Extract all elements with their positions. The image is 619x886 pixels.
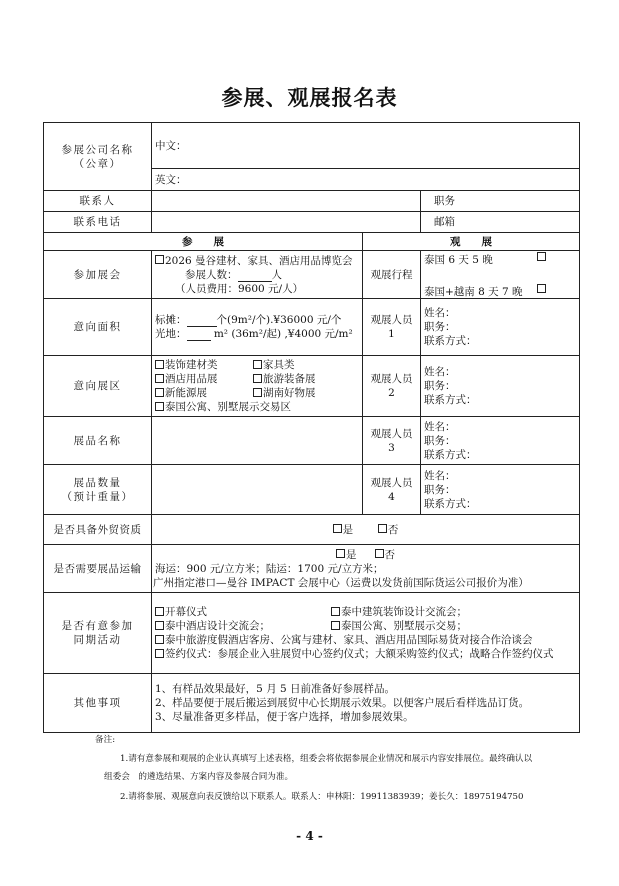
zone-4: 旅游装备展 xyxy=(263,373,316,385)
itinerary-cell xyxy=(421,251,580,299)
visitor1-position: 职务： xyxy=(424,321,456,333)
fee-note: （人员费用：9600 元/人） xyxy=(175,282,304,295)
product-name-row xyxy=(44,417,580,465)
visitor4-cell[interactable] xyxy=(421,465,580,515)
fair-option: 2026 曼谷建材、家具、酒店用品博览会 xyxy=(165,254,353,267)
other-item-1: 1、有样品效果最好，5 月 5 日前准备好参展样品。 xyxy=(155,683,396,695)
exhibit-header: 参 展 xyxy=(44,233,363,251)
contact-title-label: 职务 xyxy=(434,195,455,207)
company-label: 参展公司名称 xyxy=(61,143,134,156)
zone-2: 家具类 xyxy=(263,359,295,371)
visitor3-cell[interactable] xyxy=(421,417,580,465)
zone-checkbox-5[interactable] xyxy=(155,388,164,397)
itinerary-opt2: 泰国+越南 8 天 7 晚 xyxy=(424,285,523,298)
shipping-rates: 海运：900 元/立方米；陆运：1700 元/立方米； xyxy=(155,562,384,575)
visitor1-contact: 联系方式： xyxy=(424,335,477,347)
zones-label: 意向展区 xyxy=(44,356,152,417)
activity-checkbox-4[interactable] xyxy=(331,621,340,630)
contact-row xyxy=(44,191,580,212)
shipping-cell xyxy=(152,545,580,593)
company-label-cell xyxy=(44,123,152,191)
itinerary-label: 观展行程 xyxy=(363,251,421,299)
raw-space-input[interactable] xyxy=(187,340,211,341)
zone-7: 泰国公寓、别墅展示交易区 xyxy=(165,401,291,413)
zones-row xyxy=(44,356,580,417)
visitor3-position: 职务： xyxy=(424,434,456,447)
trade-row xyxy=(44,515,580,545)
other-item-3: 3、尽量准备更多样品，便于客户选择，增加参展效果。 xyxy=(155,711,414,723)
other-item-2: 2、样品要便于展后搬运到展贸中心长期展示效果。以便客户展后看样选品订货。 xyxy=(155,697,530,709)
page-title: 参展、观展报名表 xyxy=(221,85,398,110)
product-qty-row xyxy=(44,465,580,515)
zone-3: 酒店用品展 xyxy=(165,373,218,385)
itinerary-opt1-checkbox[interactable] xyxy=(537,252,546,261)
product-weight-label: （预计重量） xyxy=(61,490,134,503)
fair-row xyxy=(44,251,580,299)
area-row xyxy=(44,299,580,356)
activity-checkbox-1[interactable] xyxy=(155,607,164,616)
activity-4: 泰国公寓、别墅展示交易； xyxy=(341,620,467,632)
trade-no-checkbox[interactable] xyxy=(378,524,387,533)
company-en-label: 英文： xyxy=(155,173,187,186)
trade-no: 否 xyxy=(387,523,399,536)
activity-checkbox-2[interactable] xyxy=(331,607,340,616)
visitor1-name: 姓名： xyxy=(424,307,456,319)
company-cn-field[interactable] xyxy=(152,123,580,169)
activity-2: 泰中建筑装饰设计交流会； xyxy=(341,606,467,618)
itinerary-opt1: 泰国 6 天 5 晚 xyxy=(424,253,493,266)
page-number: - 4 - xyxy=(296,829,323,843)
shipping-yes-checkbox[interactable] xyxy=(336,549,345,558)
visitor4-position: 职务： xyxy=(424,483,456,496)
activity-checkbox-6[interactable] xyxy=(155,649,164,658)
note-1: 1.请有意参展和观展的企业认真填写上述表格，组委会将依据参展企业情况和展示内容安排展位。最终确认以 xyxy=(120,754,533,764)
activities-label-cell xyxy=(44,593,152,674)
visitor2-cell[interactable] xyxy=(421,356,580,417)
visitor3-name: 姓名： xyxy=(424,420,456,433)
fair-label: 参加展会 xyxy=(44,251,152,299)
other-label: 其他事项 xyxy=(44,674,152,733)
visitor4-contact: 联系方式： xyxy=(424,497,477,510)
raw-space-price: m² (36m²/起) ,¥4000 元/m² xyxy=(213,328,353,340)
phone-row xyxy=(44,212,580,233)
visitor2-name: 姓名： xyxy=(424,366,456,378)
zone-checkbox-3[interactable] xyxy=(155,374,164,383)
visitor4-label: 观展人员 4 xyxy=(363,465,421,515)
zone-6: 湖南好物展 xyxy=(263,387,316,399)
note-2: 2.请将参展、观展意向表反馈给以下联系人。联系人：申林阳：19911383939；姜长久：18975194750 xyxy=(120,792,524,802)
company-en-field[interactable] xyxy=(152,169,580,191)
other-row xyxy=(44,674,580,733)
trade-cell xyxy=(152,515,580,545)
people-count-label: 参展人数： xyxy=(185,268,238,281)
fair-checkbox[interactable] xyxy=(155,255,164,264)
zone-checkbox-2[interactable] xyxy=(253,360,262,369)
area-label: 意向面积 xyxy=(44,299,152,356)
visit-header: 观 展 xyxy=(363,233,580,251)
activity-checkbox-5[interactable] xyxy=(155,635,164,644)
visitor2-contact: 联系方式： xyxy=(424,394,477,406)
shipping-no-checkbox[interactable] xyxy=(375,549,384,558)
email-field[interactable] xyxy=(421,212,580,233)
activities-label: 是否有意参加 xyxy=(61,620,134,632)
phone-field[interactable] xyxy=(152,212,421,233)
visitor4-name: 姓名： xyxy=(424,469,456,482)
email-label: 邮箱 xyxy=(434,216,455,228)
product-qty-field[interactable] xyxy=(152,465,363,515)
product-qty-label: 展品数量 xyxy=(73,476,122,489)
activities-row xyxy=(44,593,580,674)
section-header-row xyxy=(44,233,580,251)
activity-3: 泰中酒店设计交流会； xyxy=(165,620,270,632)
product-name-field[interactable] xyxy=(152,417,363,465)
shipping-label: 是否需要展品运输 xyxy=(44,545,152,593)
company-cn-label: 中文： xyxy=(155,139,187,152)
zone-checkbox-1[interactable] xyxy=(155,360,164,369)
contact-label: 联系人 xyxy=(44,191,152,212)
company-seal-label: （公章） xyxy=(73,157,122,170)
trade-yes-checkbox[interactable] xyxy=(333,524,342,533)
zone-checkbox-7[interactable] xyxy=(155,402,164,411)
itinerary-opt2-checkbox[interactable] xyxy=(537,284,546,293)
visitor3-contact: 联系方式： xyxy=(424,448,477,461)
zone-checkbox-4[interactable] xyxy=(253,374,262,383)
people-count-unit: 人 xyxy=(271,268,282,281)
notes-heading: 备注: xyxy=(95,735,116,745)
product-name-label: 展品名称 xyxy=(44,417,152,465)
standard-booth-label: 标摊： xyxy=(155,314,187,326)
visitor1-label: 观展人员 1 xyxy=(363,299,421,356)
shipping-row xyxy=(44,545,580,593)
raw-space-label: 光地： xyxy=(155,328,187,340)
trade-label: 是否具备外贸资质 xyxy=(44,515,152,545)
product-qty-label-cell xyxy=(44,465,152,515)
activity-checkbox-3[interactable] xyxy=(155,621,164,630)
phone-label: 联系电话 xyxy=(44,212,152,233)
visitor2-position: 职务： xyxy=(424,380,456,392)
fair-cell xyxy=(152,251,363,299)
activities-label-2: 同期活动 xyxy=(73,634,122,646)
activity-6: 签约仪式：参展企业入驻展贸中心签约仪式；大额采购签约仪式；战略合作签约仪式 xyxy=(165,648,554,660)
visitor3-label: 观展人员 3 xyxy=(363,417,421,465)
shipping-yes: 是 xyxy=(346,548,357,561)
shipping-no: 否 xyxy=(384,548,395,561)
activity-1: 开幕仪式 xyxy=(165,606,207,618)
zone-5: 新能源展 xyxy=(165,387,207,399)
visitor2-label: 观展人员 2 xyxy=(363,356,421,417)
note-1b: 组委会 的遴选结果、方案内容及参展合同为准。 xyxy=(104,772,294,782)
zones-cell xyxy=(152,356,363,417)
trade-yes: 是 xyxy=(342,523,354,536)
area-cell xyxy=(152,299,363,356)
activities-cell xyxy=(152,593,580,674)
shipping-route: 广州指定港口—曼谷 IMPACT 会展中心（运费以发货前国际货运公司报价为准） xyxy=(153,576,529,589)
visitor1-cell[interactable] xyxy=(421,299,580,356)
other-cell xyxy=(152,674,580,733)
zone-checkbox-6[interactable] xyxy=(253,388,262,397)
contact-field[interactable] xyxy=(152,191,421,212)
zone-1: 装饰建材类 xyxy=(165,359,218,371)
contact-title-field[interactable] xyxy=(421,191,580,212)
activity-5: 泰中旅游度假酒店客房、公寓与建材、家具、酒店用品国际易货对接合作洽谈会 xyxy=(165,634,533,646)
company-row xyxy=(44,123,580,169)
standard-booth-price: 个(9m²/个).¥36000 元/个 xyxy=(216,314,342,326)
registration-form-table xyxy=(43,122,580,733)
